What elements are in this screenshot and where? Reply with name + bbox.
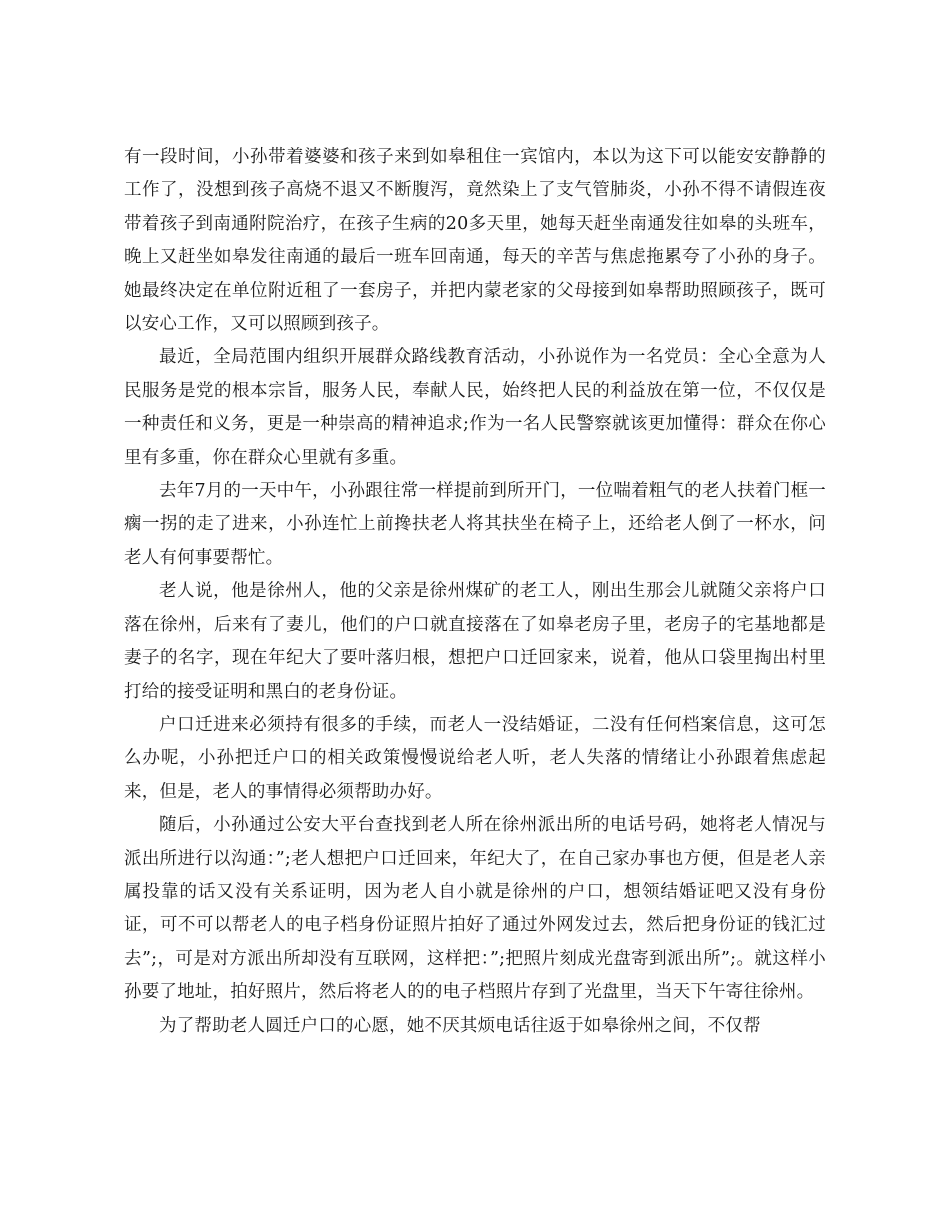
paragraph-3: 去年7月的一天中午，小孙跟往常一样提前到所开门，一位喘着粗气的老人扶着门框一瘸一拐的走了进来，小孙连忙上前搀扶老人将其扶坐在椅子上，还给老人倒了一杯水，问老人有何事要帮忙。 [124, 481, 826, 568]
paragraph-6: 随后，小孙通过公安大平台查找到老人所在徐州派出所的电话号码，她将老人情况与派出所进行以沟通：”;老人想把户口迁回来，年纪大了，在自己家办事也方便，但是老人亲属投靠的话又没有关系证明，因为老人自小就是徐州的户口，想领结婚证吧又没有身份证，可不可以帮老人的电子档身份证照片拍好了通过外网发过去，然后把身份证的钱汇过去”;，可是对方派出所却没有互联网，这样把：”;把照片刻成光盘寄到派出所”;。就这样小孙要了地址，拍好照片，然后将老人的的电子档照片存到了光盘里，当天下午寄往徐州。 [124, 815, 826, 1003]
document-body [124, 141, 826, 1043]
paragraph-2: 最近，全局范围内组织开展群众路线教育活动，小孙说作为一名党员：全心全意为人民服务是党的根本宗旨，服务人民，奉献人民，始终把人民的利益放在第一位，不仅仅是一种责任和义务，更是一种崇高的精神追求;作为一名人民警察就该更加懂得：群众在你心里有多重，你在群众心里就有多重。 [124, 347, 826, 468]
paragraph-7: 为了帮助老人圆迁户口的心愿，她不厌其烦电话往返于如皋徐州之间，不仅帮 [159, 1015, 761, 1036]
paragraph-1: 有一段时间，小孙带着婆婆和孩子来到如皋租住一宾馆内，本以为这下可以能安安静静的工作了，没想到孩子高烧不退又不断腹泻，竟然染上了支气管肺炎，小孙不得不请假连夜带着孩子到南通附院治疗，在孩子生病的20多天里，她每天赶坐南通发往如皋的头班车，晚上又赶坐如皋发往南通的最后一班车回南通，每天的辛苦与焦虑拖累夸了小孙的身子。她最终决定在单位附近租了一套房子，并把内蒙老家的父母接到如皋帮助照顾孩子，既可以安心工作，又可以照顾到孩子。 [124, 147, 826, 335]
paragraph-5: 户口迁进来必须持有很多的手续，而老人一没结婚证，二没有任何档案信息，这可怎么办呢，小孙把迁户口的相关政策慢慢说给老人听，老人失落的情绪让小孙跟着焦虑起来，但是，老人的事情得必须帮助办好。 [124, 714, 826, 802]
paragraph-4: 老人说，他是徐州人，他的父亲是徐州煤矿的老工人，刚出生那会儿就随父亲将户口落在徐州，后来有了妻儿，他们的户口就直接落在了如皋老房子里，老房子的宅基地都是妻子的名字，现在年纪大了要叶落归根，想把户口迁回家来，说着，他从口袋里掏出村里打给的接受证明和黑白的老身份证。 [124, 581, 826, 702]
